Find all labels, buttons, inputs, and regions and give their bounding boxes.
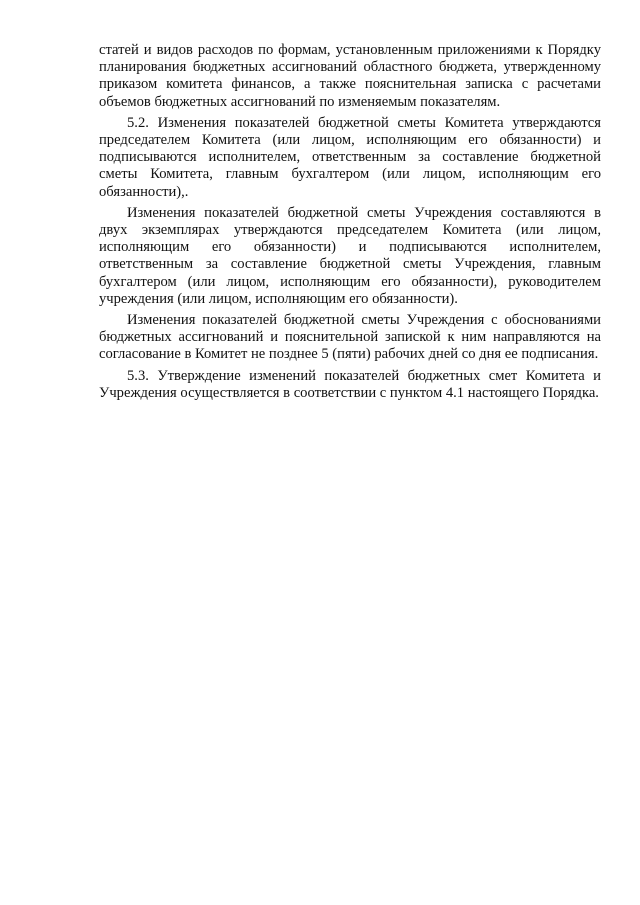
paragraph-institution-changes: Изменения показателей бюджетной сметы Учреждения составляются в двух экземплярах утверждаются председателем Комитета (или лицом, исполняющим его обязанности) и подписываются исполнителем, ответственным за составление бюджетной сметы Учреждения, главным бухгалтером (или лицом, исполняющим его обязанности), руководителем учреждения (или лицом, исполняющим его обязанности). (99, 204, 601, 307)
paragraph-5-2: 5.2. Изменения показателей бюджетной сметы Комитета утверждаются председателем Комитета (или лицом, исполняющим его обязанности) и подписываются исполнителем, ответственным за составление бюджетной сметы Комитета, главным бухгалтером (или лицом, исполняющим его обязанности),. (99, 114, 601, 200)
paragraph-5-3: 5.3. Утверждение изменений показателей бюджетных смет Комитета и Учреждения осуществляется в соответствии с пунктом 4.1 настоящего Порядка. (99, 367, 601, 401)
paragraph-institution-approval: Изменения показателей бюджетной сметы Учреждения с обоснованиями бюджетных ассигнований и пояснительной запиской к ним направляются на согласование в Комитет не позднее 5 (пяти) рабочих дней со дня ее подписания. (99, 312, 601, 363)
paragraph-continuation: статей и видов расходов по формам, установленным приложениями к Порядку планирования бюджетных ассигнований областного бюджета, утвержденному приказом комитета финансов, а также пояснительная записка с расчетами объемов бюджетных ассигнований по изменяемым показателям. (99, 42, 601, 110)
document-body (99, 42, 601, 402)
